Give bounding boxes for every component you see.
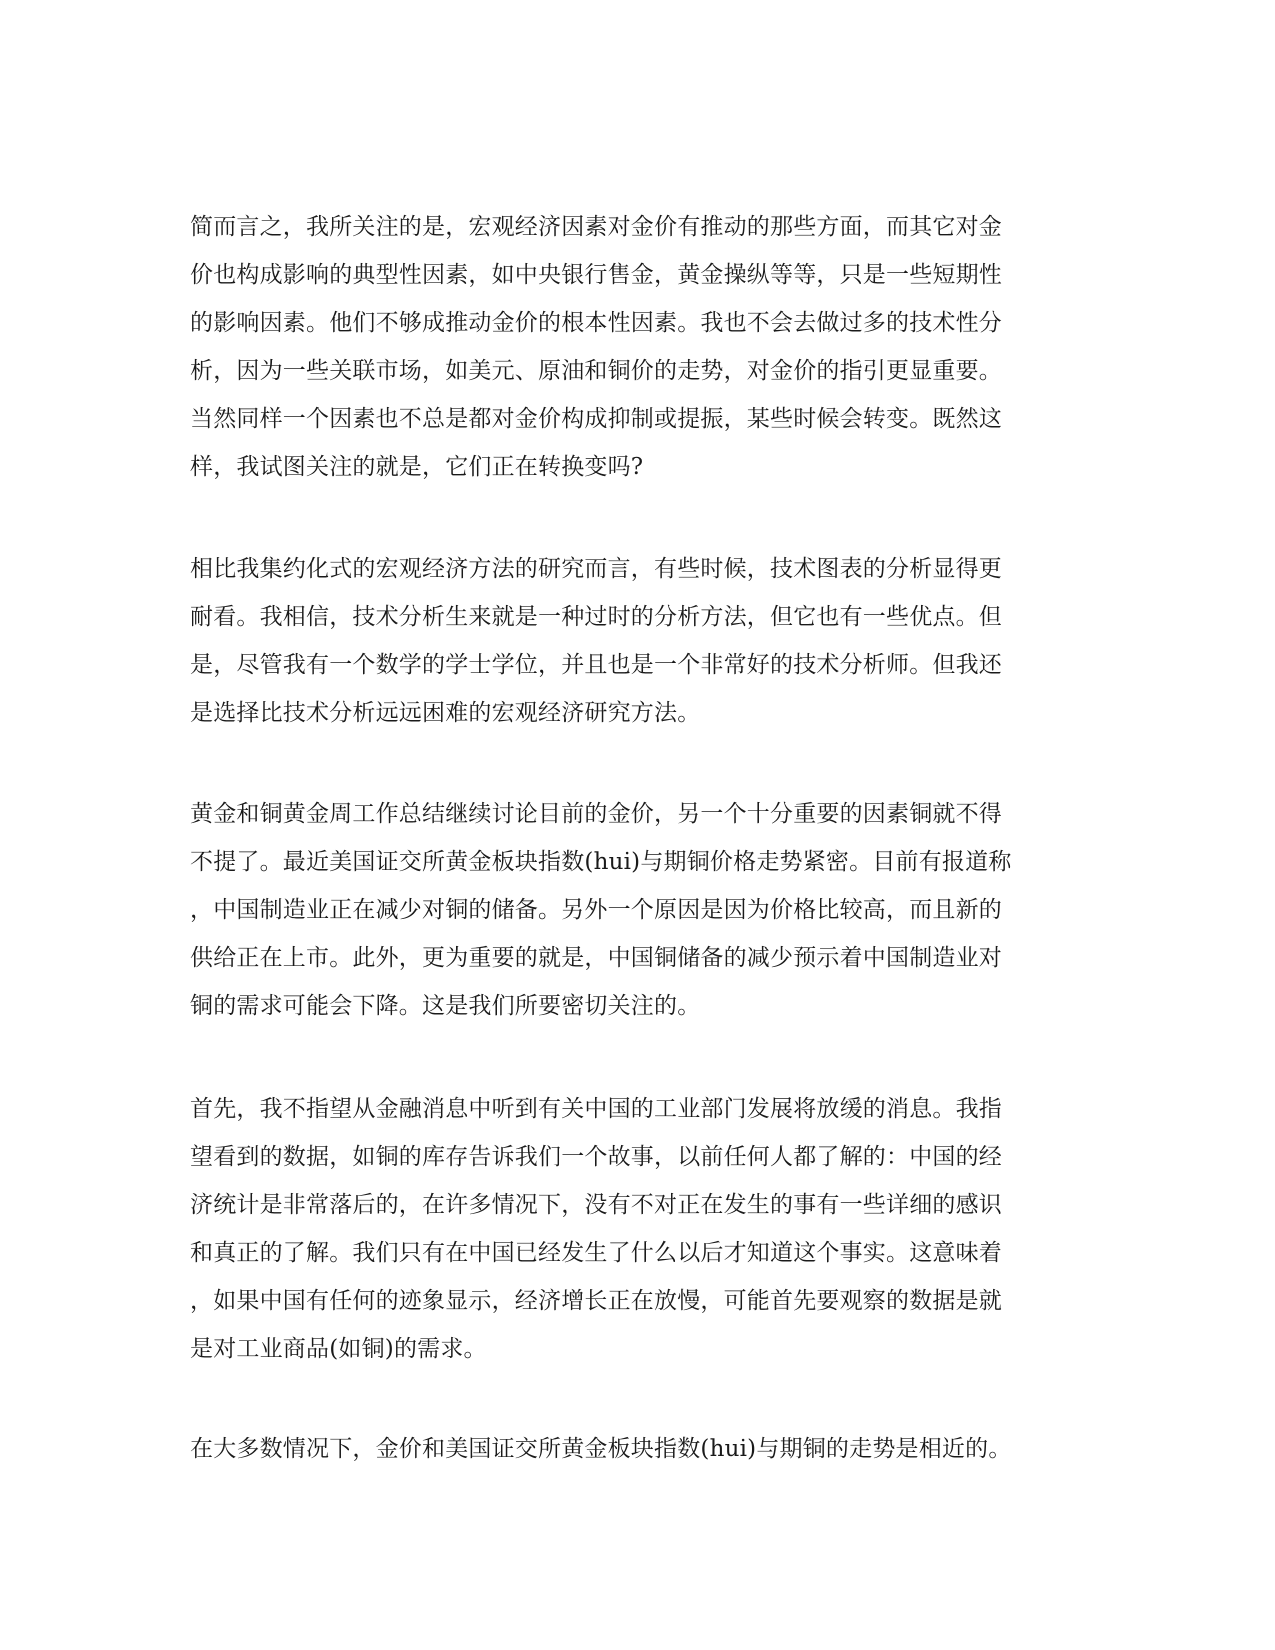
text-line: 的影响因素。他们不够成推动金价的根本性因素。我也不会去做过多的技术性分 (190, 310, 1002, 336)
text-line: 铜的需求可能会下降。这是我们所要密切关注的。 (190, 993, 701, 1019)
paragraph-3 (190, 790, 1090, 1030)
text-line: 析，因为一些关联市场，如美元、原油和铜价的走势，对金价的指引更显重要。 (190, 358, 1002, 384)
text-line: 相比我集约化式的宏观经济方法的研究而言，有些时候，技术图表的分析显得更 (190, 556, 1002, 582)
text-line: 供给正在上市。此外，更为重要的就是，中国铜储备的减少预示着中国制造业对 (190, 945, 1002, 971)
text-line: 黄金和铜黄金周工作总结继续讨论目前的金价，另一个十分重要的因素铜就不得 (190, 801, 1002, 827)
text-line: ，中国制造业正在减少对铜的储备。另外一个原因是因为价格比较高，而且新的 (190, 897, 1002, 923)
text-line: 首先，我不指望从金融消息中听到有关中国的工业部门发展将放缓的消息。我指 (190, 1096, 1002, 1122)
text-line: 是，尽管我有一个数学的学士学位，并且也是一个非常好的技术分析师。但我还 (190, 652, 1002, 678)
text-line: 简而言之，我所关注的是，宏观经济因素对金价有推动的那些方面，而其它对金 (190, 214, 1002, 240)
paragraph-2 (190, 545, 1090, 737)
text-line: 是对工业商品(如铜)的需求。 (190, 1336, 487, 1362)
text-line: 耐看。我相信，技术分析生来就是一种过时的分析方法，但它也有一些优点。但 (190, 604, 1002, 630)
paragraph-1 (190, 203, 1090, 491)
paragraph-4 (190, 1085, 1090, 1373)
text-line: ，如果中国有任何的迹象显示，经济增长正在放慢，可能首先要观察的数据是就 (190, 1288, 1002, 1314)
text-line: 不提了。最近美国证交所黄金板块指数(hui)与期铜价格走势紧密。目前有报道称 (190, 849, 1012, 875)
text-line: 价也构成影响的典型性因素，如中央银行售金，黄金操纵等等，只是一些短期性 (190, 262, 1002, 288)
text-line: 和真正的了解。我们只有在中国已经发生了什么以后才知道这个事实。这意味着 (190, 1240, 1002, 1266)
text-line: 济统计是非常落后的，在许多情况下，没有不对正在发生的事有一些详细的感识 (190, 1192, 1002, 1218)
text-line: 当然同样一个因素也不总是都对金价构成抑制或提振，某些时候会转变。既然这 (190, 406, 1002, 432)
text-line: 望看到的数据，如铜的库存告诉我们一个故事，以前任何人都了解的：中国的经 (190, 1144, 1002, 1170)
paragraph-5 (190, 1425, 1090, 1473)
text-line: 是选择比技术分析远远困难的宏观经济研究方法。 (190, 700, 701, 726)
text-line: 样，我试图关注的就是，它们正在转换变吗? (190, 454, 644, 480)
text-line: 在大多数情况下，金价和美国证交所黄金板块指数(hui)与期铜的走势是相近的。 (190, 1436, 1012, 1462)
